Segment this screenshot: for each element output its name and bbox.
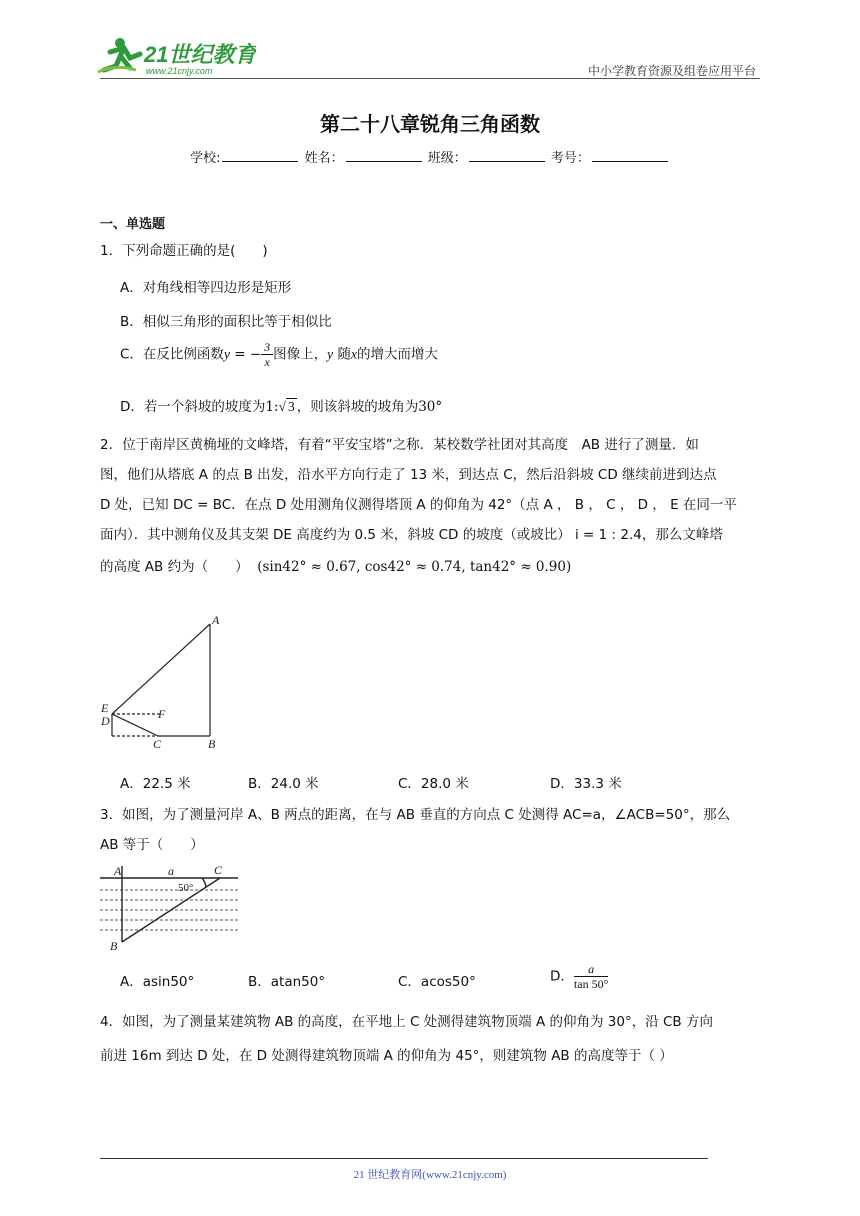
q2-line: 面内）．其中测角仪及其支架 DE 高度约为 0.5 米，斜坡 CD 的坡度（或坡比） i = 1 : 2.4，那么文峰塔 — [100, 527, 723, 543]
trig-values: (sin42° ≈ 0.67, cos42° ≈ 0.74, tan42° ≈ 0.90) — [257, 559, 572, 575]
label-E: E — [101, 701, 109, 715]
q4-line: 4．如图，为了测量某建筑物 AB 的高度，在平地上 C 处测得建筑物顶端 A 的仰角为 30°，沿 CB 方向 — [100, 1014, 713, 1030]
runner-logo-icon — [96, 34, 256, 78]
q2-option-c: C．28.0 米 — [398, 776, 469, 792]
label-F: F — [158, 707, 166, 721]
label-angle: 50° — [178, 882, 194, 894]
q3-option-d: D． $\frac{a}{\tan 50^\circ}$ — [550, 962, 609, 991]
svg-text:21世纪教育: 21世纪教育 — [144, 42, 256, 67]
label-C: C — [214, 863, 223, 877]
q2-option-a: A．22.5 米 — [120, 776, 191, 792]
school-blank[interactable] — [222, 149, 298, 162]
q3-option-b: B．atan50° — [248, 974, 326, 990]
label-B: B — [110, 939, 118, 953]
svg-text:www.21cnjy.com: www.21cnjy.com — [146, 66, 213, 76]
exam-no-label: 考号： — [550, 151, 590, 166]
label-C: C — [153, 737, 162, 751]
fraction: $\frac{a}{\tan 50^\circ}$ — [573, 962, 609, 991]
fraction: $\frac{3}{x}$ — [261, 340, 273, 369]
q3-option-a: A．asin50° — [120, 974, 195, 990]
document-title: 第二十八章锐角三角函数 — [320, 112, 540, 136]
q1-option-c: C．在反比例函数y = − $\frac{3}{x}$ 图像上，y 随x的增大而增大 — [120, 340, 438, 369]
q2-tower-figure — [98, 610, 238, 755]
class-blank[interactable] — [469, 149, 545, 162]
q2-line: 图，他们从塔底 A 的点 B 出发，沿水平方向行走了 13 米，到达点 C，然后沿斜坡 CD 继续前进到达点 — [100, 467, 717, 483]
q2-line: 2．位于南岸区黄桷垭的文峰塔，有着“平安宝塔”之称．某校数学社团对其高度 AB 进行了测量．如 — [100, 437, 699, 453]
label-D: D — [101, 714, 110, 728]
q2-option-b: B．24.0 米 — [248, 776, 319, 792]
class-label: 班级： — [427, 151, 467, 166]
label-a: a — [168, 864, 174, 878]
q1-stem: 1．下列命题正确的是( ) — [100, 243, 268, 259]
q2-option-d: D．33.3 米 — [550, 776, 622, 792]
q1-option-a: A．对角线相等四边形是矩形 — [120, 280, 292, 296]
student-info-line — [0, 147, 860, 166]
q2-text — [100, 430, 762, 584]
name-label: 姓名： — [304, 151, 344, 166]
label-B: B — [208, 737, 216, 751]
q1-option-d: D．若一个斜坡的坡度为1:√ 3 ，则该斜坡的坡角为30° — [120, 399, 443, 415]
q4-line: 前进 16m 到达 D 处，在 D 处测得建筑物顶端 A 的仰角为 45°，则建筑物 AB 的高度等于（ ） — [100, 1048, 673, 1064]
footer-divider — [100, 1158, 708, 1159]
label-A: A — [114, 864, 122, 878]
section-heading: 一、单选题 — [100, 217, 166, 232]
q3-river-figure — [98, 862, 240, 954]
q2-line: D 处，已知 DC = BC．在点 D 处用测角仪测得塔顶 A 的仰角为 42°（点 A ， B ， C ， D ， E 在同一平 — [100, 497, 737, 513]
q2-line: 的高度 AB 约为（ ） (sin42° ≈ 0.67, cos42° ≈ 0.74, tan42° ≈ 0.90) — [100, 559, 572, 575]
header-divider — [100, 78, 760, 79]
name-blank[interactable] — [346, 149, 422, 162]
platform-name: 中小学教育资源及组卷应用平台 — [587, 64, 756, 78]
q3-text — [100, 800, 762, 860]
label-A: A — [212, 613, 220, 627]
footer-link[interactable]: 21 世纪教育网(www.21cnjy.com) — [353, 1169, 507, 1181]
q3-line: 3．如图，为了测量河岸 A、B 两点的距离，在与 AB 垂直的方向点 C 处测得 AC=a，∠ACB=50°，那么 — [100, 807, 731, 823]
exam-no-blank[interactable] — [592, 149, 668, 162]
logo — [96, 34, 256, 78]
q3-line: AB 等于（ ） — [100, 837, 204, 853]
q3-option-c: C．acos50° — [398, 974, 476, 990]
school-label: 学校: — [190, 151, 221, 166]
q4-text — [100, 1005, 762, 1073]
q1-option-b: B．相似三角形的面积比等于相似比 — [120, 314, 332, 330]
